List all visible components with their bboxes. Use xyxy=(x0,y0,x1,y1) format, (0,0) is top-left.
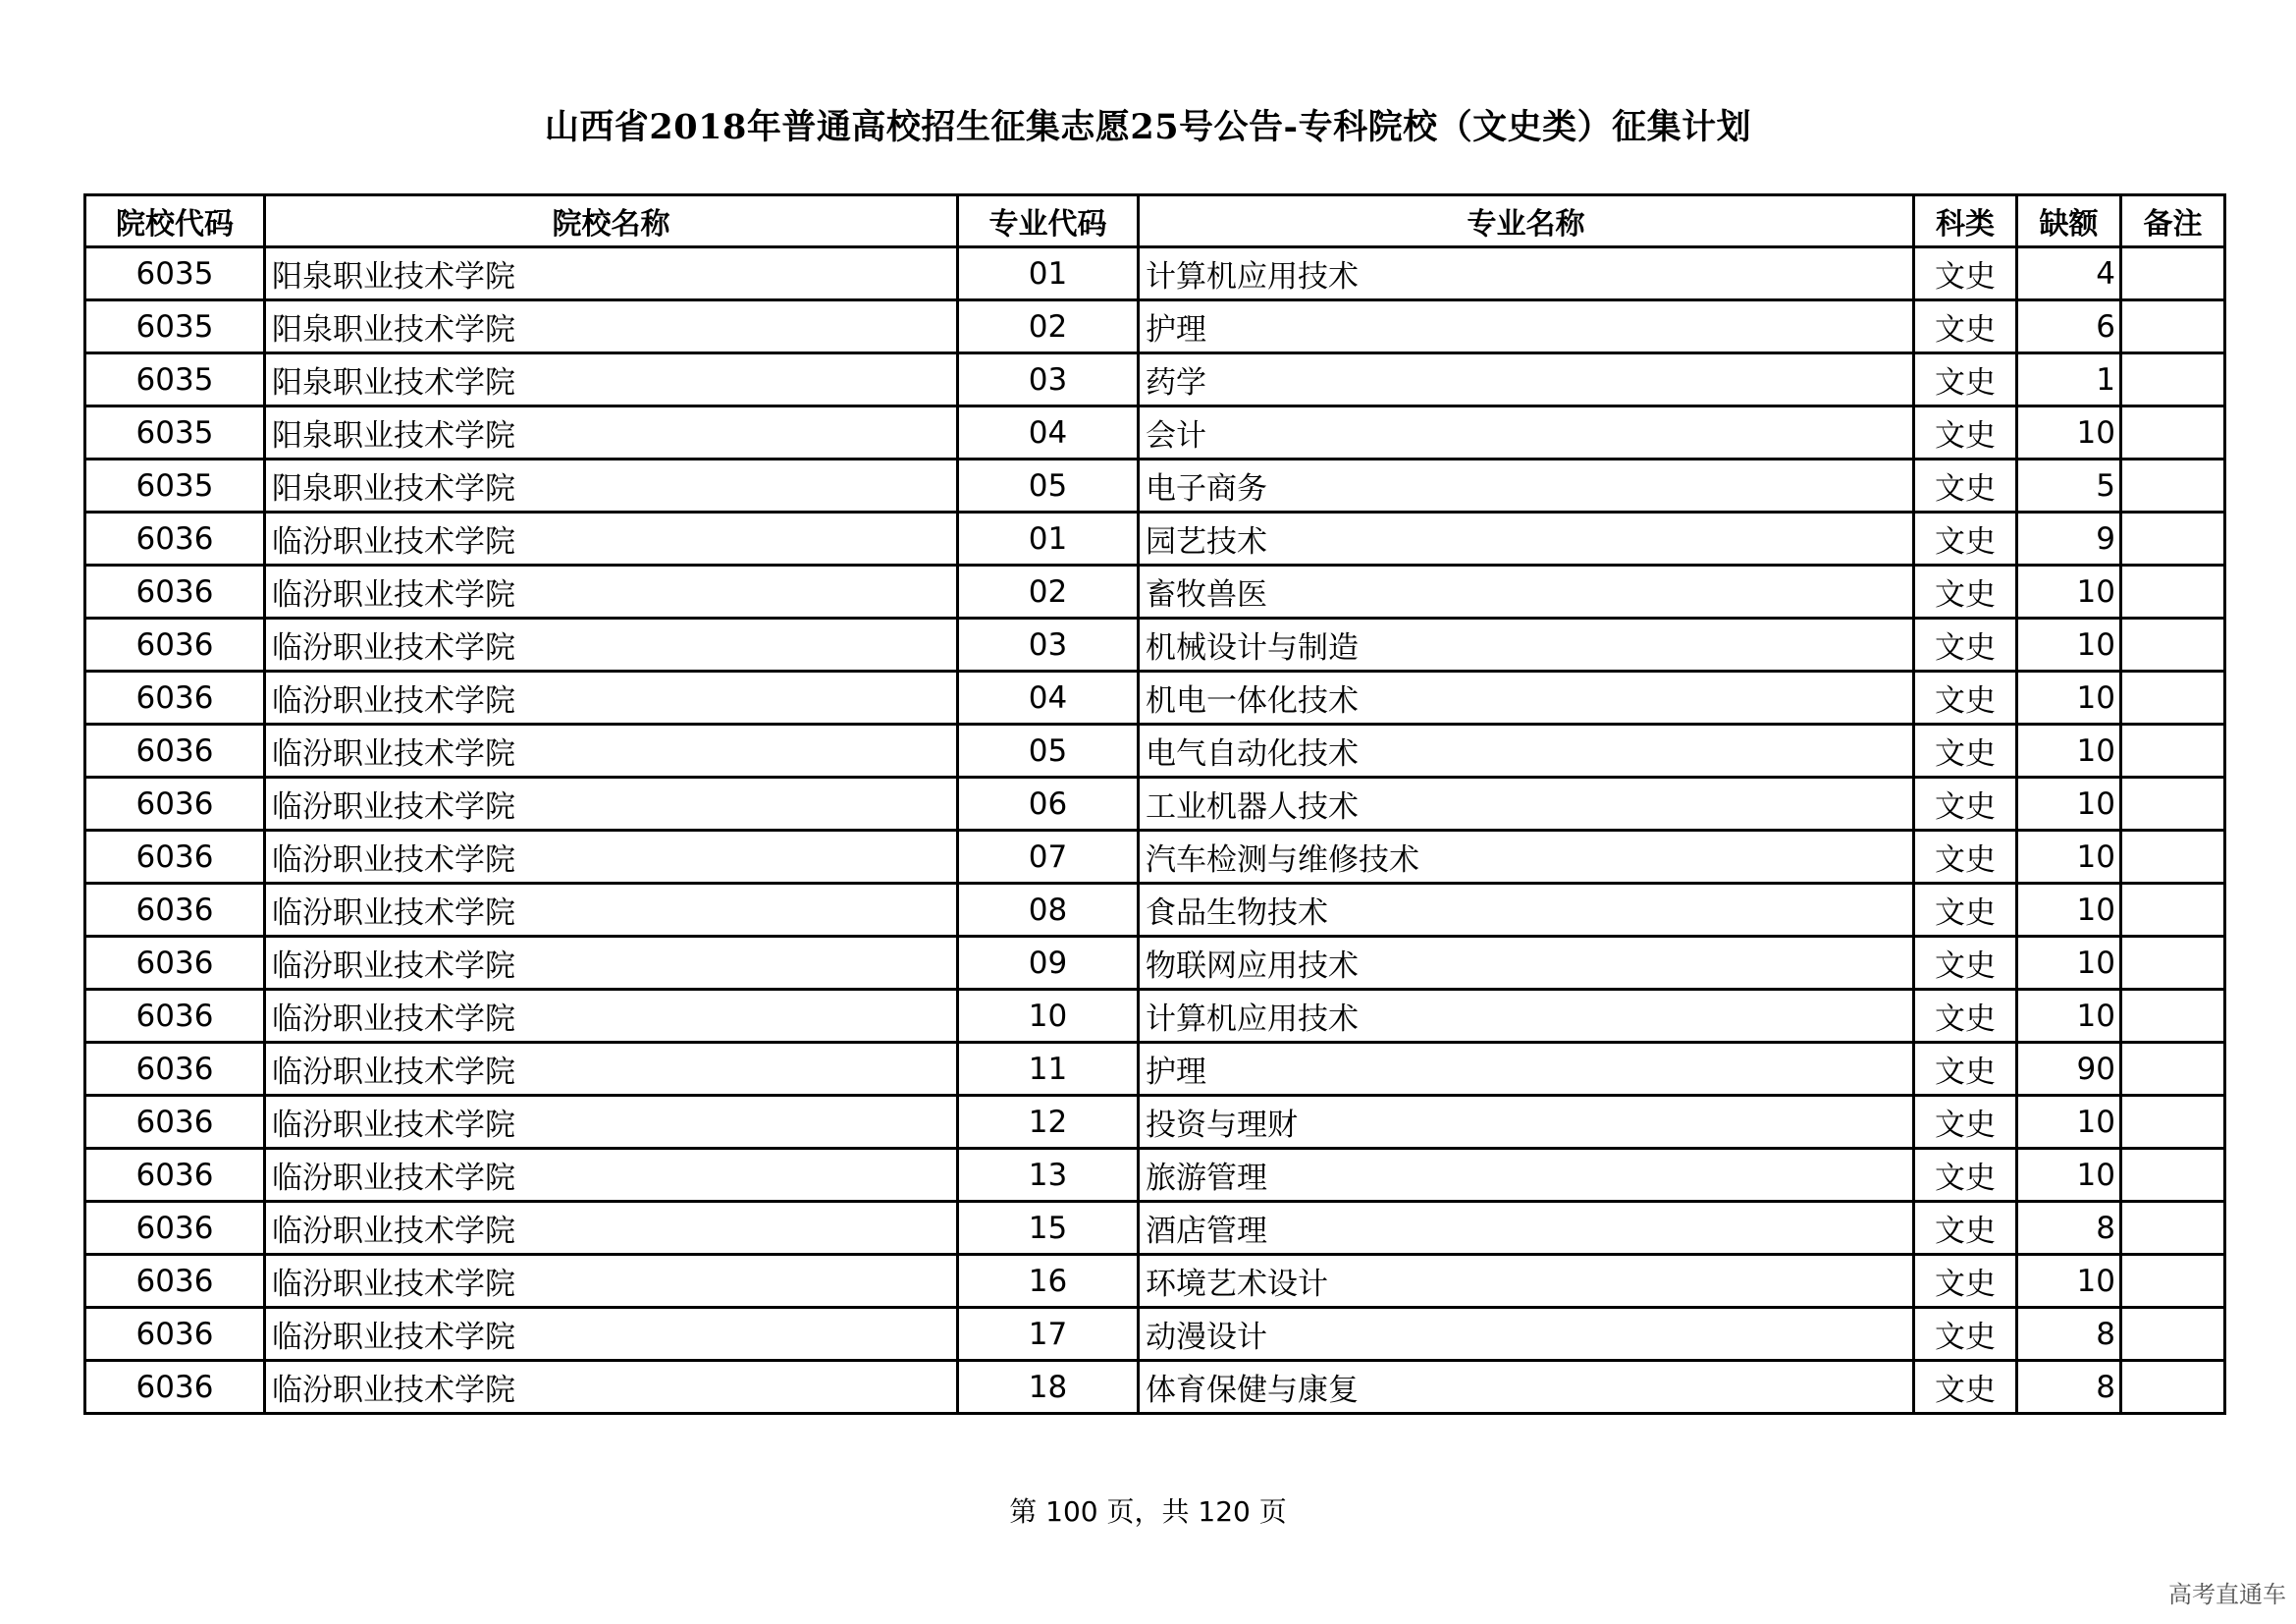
cell-major-code: 05 xyxy=(958,725,1139,778)
cell-vacancy: 9 xyxy=(2017,513,2121,566)
watermark: 高考直通车 xyxy=(2168,1581,2286,1608)
cell-major-code: 18 xyxy=(958,1361,1139,1414)
cell-remarks xyxy=(2121,778,2225,831)
table-row xyxy=(85,353,2225,406)
cell-remarks xyxy=(2121,1255,2225,1308)
cell-school-name: 临汾职业技术学院 xyxy=(265,1149,958,1202)
cell-remarks xyxy=(2121,353,2225,406)
cell-school-code: 6036 xyxy=(85,725,265,778)
page-footer: 第 100 页，共 120 页 xyxy=(1009,1495,1287,1528)
cell-remarks xyxy=(2121,884,2225,937)
cell-major-code: 02 xyxy=(958,300,1139,353)
cell-category: 文史 xyxy=(1914,353,2017,406)
cell-vacancy: 4 xyxy=(2017,247,2121,300)
table-row xyxy=(85,1149,2225,1202)
table-row xyxy=(85,1202,2225,1255)
cell-school-code: 6036 xyxy=(85,884,265,937)
cell-major-code: 04 xyxy=(958,406,1139,460)
cell-school-name: 临汾职业技术学院 xyxy=(265,513,958,566)
cell-vacancy: 10 xyxy=(2017,725,2121,778)
cell-category: 文史 xyxy=(1914,1202,2017,1255)
cell-major-name: 药学 xyxy=(1139,353,1914,406)
cell-school-code: 6036 xyxy=(85,831,265,884)
table-row xyxy=(85,672,2225,725)
cell-remarks xyxy=(2121,566,2225,619)
header-category: 科类 xyxy=(1914,195,2017,247)
cell-major-code: 03 xyxy=(958,619,1139,672)
cell-vacancy: 10 xyxy=(2017,990,2121,1043)
cell-major-code: 15 xyxy=(958,1202,1139,1255)
cell-vacancy: 8 xyxy=(2017,1202,2121,1255)
cell-major-code: 05 xyxy=(958,460,1139,513)
cell-school-code: 6036 xyxy=(85,566,265,619)
cell-category: 文史 xyxy=(1914,1149,2017,1202)
table-row xyxy=(85,566,2225,619)
cell-school-name: 临汾职业技术学院 xyxy=(265,1255,958,1308)
cell-remarks xyxy=(2121,1202,2225,1255)
cell-school-name: 临汾职业技术学院 xyxy=(265,725,958,778)
cell-school-name: 临汾职业技术学院 xyxy=(265,778,958,831)
cell-major-name: 畜牧兽医 xyxy=(1139,566,1914,619)
cell-category: 文史 xyxy=(1914,1255,2017,1308)
cell-vacancy: 1 xyxy=(2017,353,2121,406)
cell-category: 文史 xyxy=(1914,990,2017,1043)
cell-school-code: 6036 xyxy=(85,990,265,1043)
cell-school-name: 临汾职业技术学院 xyxy=(265,937,958,990)
cell-major-name: 护理 xyxy=(1139,300,1914,353)
header-major-code: 专业代码 xyxy=(958,195,1139,247)
cell-major-name: 园艺技术 xyxy=(1139,513,1914,566)
table-row xyxy=(85,831,2225,884)
cell-vacancy: 10 xyxy=(2017,1149,2121,1202)
cell-vacancy: 10 xyxy=(2017,1255,2121,1308)
cell-major-name: 计算机应用技术 xyxy=(1139,247,1914,300)
cell-school-code: 6036 xyxy=(85,937,265,990)
cell-major-code: 12 xyxy=(958,1096,1139,1149)
cell-school-code: 6036 xyxy=(85,1255,265,1308)
cell-category: 文史 xyxy=(1914,1043,2017,1096)
cell-remarks xyxy=(2121,619,2225,672)
cell-remarks xyxy=(2121,725,2225,778)
cell-school-name: 阳泉职业技术学院 xyxy=(265,406,958,460)
header-major-name: 专业名称 xyxy=(1139,195,1914,247)
cell-major-name: 酒店管理 xyxy=(1139,1202,1914,1255)
cell-category: 文史 xyxy=(1914,406,2017,460)
cell-vacancy: 10 xyxy=(2017,1096,2121,1149)
table-row xyxy=(85,1255,2225,1308)
cell-major-name: 投资与理财 xyxy=(1139,1096,1914,1149)
cell-school-code: 6035 xyxy=(85,353,265,406)
cell-school-code: 6036 xyxy=(85,778,265,831)
cell-category: 文史 xyxy=(1914,460,2017,513)
cell-major-code: 03 xyxy=(958,353,1139,406)
cell-major-name: 计算机应用技术 xyxy=(1139,990,1914,1043)
cell-school-name: 临汾职业技术学院 xyxy=(265,1361,958,1414)
cell-vacancy: 10 xyxy=(2017,831,2121,884)
cell-school-code: 6036 xyxy=(85,1308,265,1361)
cell-school-name: 临汾职业技术学院 xyxy=(265,619,958,672)
cell-major-code: 01 xyxy=(958,513,1139,566)
cell-category: 文史 xyxy=(1914,247,2017,300)
cell-major-code: 13 xyxy=(958,1149,1139,1202)
table-row xyxy=(85,1096,2225,1149)
cell-remarks xyxy=(2121,1096,2225,1149)
table-row xyxy=(85,247,2225,300)
table-row xyxy=(85,725,2225,778)
cell-major-name: 会计 xyxy=(1139,406,1914,460)
cell-category: 文史 xyxy=(1914,1096,2017,1149)
cell-vacancy: 10 xyxy=(2017,672,2121,725)
cell-school-code: 6036 xyxy=(85,1043,265,1096)
cell-school-name: 阳泉职业技术学院 xyxy=(265,460,958,513)
cell-school-name: 临汾职业技术学院 xyxy=(265,1308,958,1361)
cell-category: 文史 xyxy=(1914,831,2017,884)
header-school-name: 院校名称 xyxy=(265,195,958,247)
cell-major-code: 01 xyxy=(958,247,1139,300)
cell-major-code: 07 xyxy=(958,831,1139,884)
cell-category: 文史 xyxy=(1914,884,2017,937)
table-row xyxy=(85,513,2225,566)
table-row xyxy=(85,884,2225,937)
cell-category: 文史 xyxy=(1914,1308,2017,1361)
cell-major-code: 06 xyxy=(958,778,1139,831)
cell-school-name: 临汾职业技术学院 xyxy=(265,1202,958,1255)
table-row xyxy=(85,300,2225,353)
cell-vacancy: 10 xyxy=(2017,566,2121,619)
cell-major-name: 电气自动化技术 xyxy=(1139,725,1914,778)
cell-remarks xyxy=(2121,300,2225,353)
cell-category: 文史 xyxy=(1914,778,2017,831)
cell-remarks xyxy=(2121,990,2225,1043)
cell-remarks xyxy=(2121,460,2225,513)
cell-school-name: 阳泉职业技术学院 xyxy=(265,300,958,353)
cell-vacancy: 10 xyxy=(2017,406,2121,460)
cell-remarks xyxy=(2121,406,2225,460)
cell-vacancy: 8 xyxy=(2017,1361,2121,1414)
table-row xyxy=(85,990,2225,1043)
table-row xyxy=(85,460,2225,513)
table-row xyxy=(85,937,2225,990)
cell-school-code: 6035 xyxy=(85,406,265,460)
cell-major-code: 08 xyxy=(958,884,1139,937)
cell-school-name: 临汾职业技术学院 xyxy=(265,990,958,1043)
cell-remarks xyxy=(2121,672,2225,725)
cell-major-code: 04 xyxy=(958,672,1139,725)
cell-school-code: 6035 xyxy=(85,460,265,513)
cell-remarks xyxy=(2121,831,2225,884)
cell-school-name: 临汾职业技术学院 xyxy=(265,672,958,725)
cell-category: 文史 xyxy=(1914,619,2017,672)
cell-school-name: 临汾职业技术学院 xyxy=(265,831,958,884)
table-header-row xyxy=(85,195,2225,247)
cell-school-code: 6036 xyxy=(85,672,265,725)
header-school-code: 院校代码 xyxy=(85,195,265,247)
header-vacancy: 缺额 xyxy=(2017,195,2121,247)
cell-school-name: 阳泉职业技术学院 xyxy=(265,247,958,300)
cell-school-code: 6035 xyxy=(85,300,265,353)
cell-vacancy: 5 xyxy=(2017,460,2121,513)
cell-remarks xyxy=(2121,937,2225,990)
cell-remarks xyxy=(2121,1361,2225,1414)
cell-vacancy: 10 xyxy=(2017,937,2121,990)
cell-major-name: 汽车检测与维修技术 xyxy=(1139,831,1914,884)
cell-major-code: 17 xyxy=(958,1308,1139,1361)
cell-category: 文史 xyxy=(1914,513,2017,566)
cell-category: 文史 xyxy=(1914,300,2017,353)
table-row xyxy=(85,778,2225,831)
cell-school-name: 临汾职业技术学院 xyxy=(265,566,958,619)
cell-major-name: 机电一体化技术 xyxy=(1139,672,1914,725)
cell-major-code: 16 xyxy=(958,1255,1139,1308)
header-remarks: 备注 xyxy=(2121,195,2225,247)
cell-vacancy: 10 xyxy=(2017,884,2121,937)
cell-remarks xyxy=(2121,247,2225,300)
cell-major-code: 11 xyxy=(958,1043,1139,1096)
cell-major-name: 物联网应用技术 xyxy=(1139,937,1914,990)
cell-remarks xyxy=(2121,1043,2225,1096)
cell-major-name: 动漫设计 xyxy=(1139,1308,1914,1361)
cell-vacancy: 90 xyxy=(2017,1043,2121,1096)
cell-school-name: 临汾职业技术学院 xyxy=(265,1096,958,1149)
cell-vacancy: 10 xyxy=(2017,619,2121,672)
page-title: 山西省2018年普通高校招生征集志愿25号公告-专科院校（文史类）征集计划 xyxy=(544,107,1752,147)
table-row xyxy=(85,1361,2225,1414)
cell-major-name: 机械设计与制造 xyxy=(1139,619,1914,672)
cell-major-name: 护理 xyxy=(1139,1043,1914,1096)
cell-category: 文史 xyxy=(1914,1361,2017,1414)
cell-category: 文史 xyxy=(1914,725,2017,778)
cell-category: 文史 xyxy=(1914,672,2017,725)
cell-major-code: 10 xyxy=(958,990,1139,1043)
cell-vacancy: 8 xyxy=(2017,1308,2121,1361)
table-row xyxy=(85,619,2225,672)
cell-remarks xyxy=(2121,1308,2225,1361)
cell-school-code: 6036 xyxy=(85,1096,265,1149)
cell-school-name: 临汾职业技术学院 xyxy=(265,884,958,937)
cell-school-code: 6036 xyxy=(85,1361,265,1414)
table-row xyxy=(85,1308,2225,1361)
cell-major-code: 02 xyxy=(958,566,1139,619)
cell-remarks xyxy=(2121,1149,2225,1202)
cell-school-code: 6036 xyxy=(85,619,265,672)
cell-major-name: 体育保健与康复 xyxy=(1139,1361,1914,1414)
cell-major-name: 电子商务 xyxy=(1139,460,1914,513)
enrollment-table xyxy=(83,193,2226,1415)
cell-major-name: 环境艺术设计 xyxy=(1139,1255,1914,1308)
cell-remarks xyxy=(2121,513,2225,566)
cell-major-code: 09 xyxy=(958,937,1139,990)
cell-school-name: 临汾职业技术学院 xyxy=(265,1043,958,1096)
cell-vacancy: 6 xyxy=(2017,300,2121,353)
cell-category: 文史 xyxy=(1914,937,2017,990)
table-row xyxy=(85,406,2225,460)
cell-major-name: 食品生物技术 xyxy=(1139,884,1914,937)
cell-major-name: 工业机器人技术 xyxy=(1139,778,1914,831)
cell-school-code: 6035 xyxy=(85,247,265,300)
cell-category: 文史 xyxy=(1914,566,2017,619)
cell-vacancy: 10 xyxy=(2017,778,2121,831)
cell-school-code: 6036 xyxy=(85,1202,265,1255)
cell-school-code: 6036 xyxy=(85,1149,265,1202)
table-row xyxy=(85,1043,2225,1096)
cell-major-name: 旅游管理 xyxy=(1139,1149,1914,1202)
cell-school-code: 6036 xyxy=(85,513,265,566)
cell-school-name: 阳泉职业技术学院 xyxy=(265,353,958,406)
